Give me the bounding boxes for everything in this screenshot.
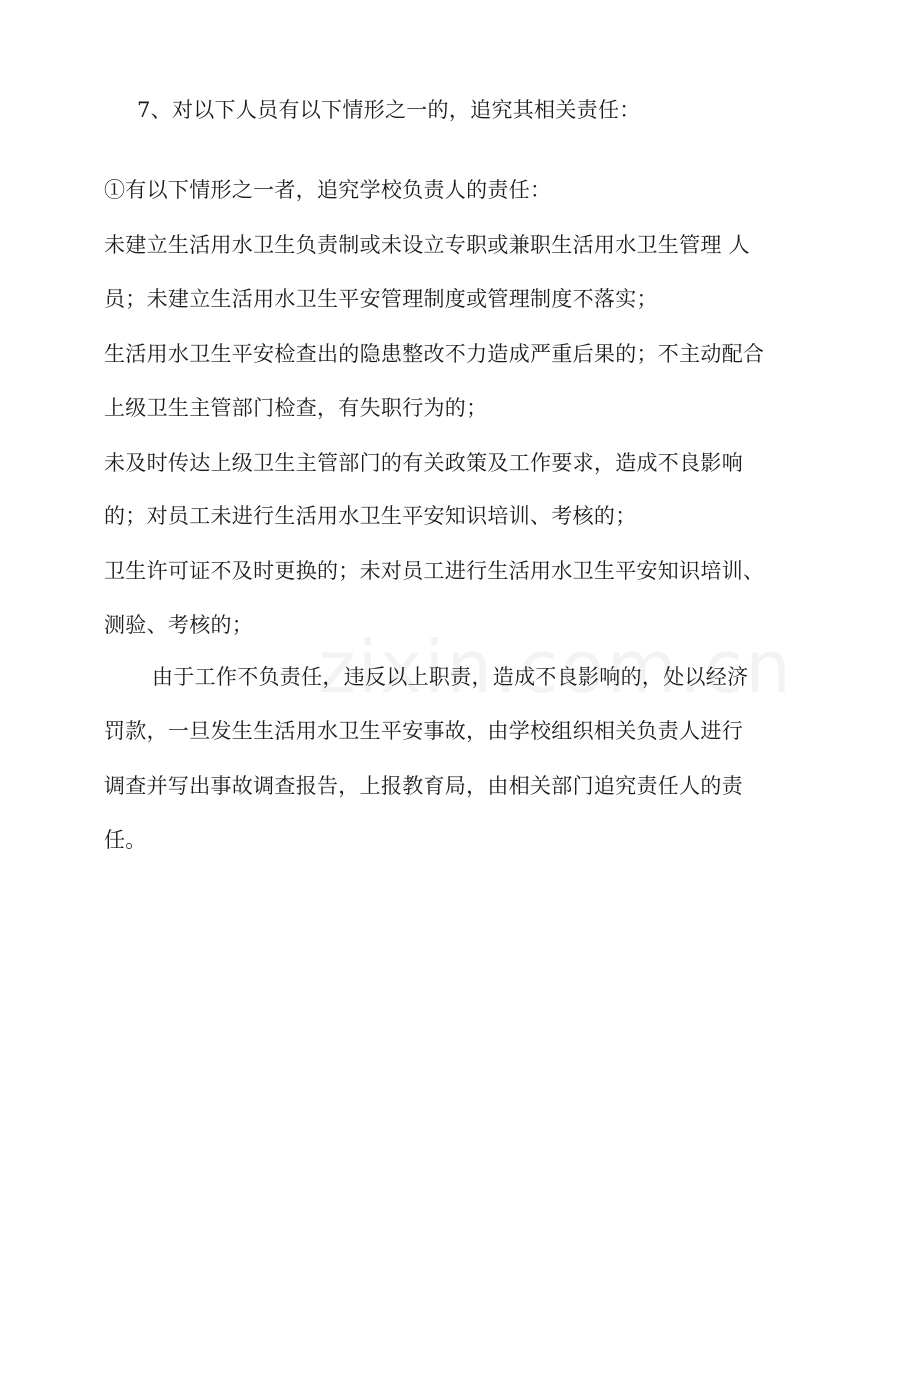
- text-line: 未及时传达上级卫生主管部门的有关政策及工作要求，造成不良影响: [104, 451, 743, 475]
- sub-heading: ①有以下情形之一者，追究学校负责人的责任：: [104, 178, 552, 202]
- text-line: 生活用水卫生平安检查出的隐患整改不力造成严重后果的；不主动配合: [104, 342, 765, 366]
- section-heading: 7、对以下人员有以下情形之一的，追究其相关责任：: [137, 98, 641, 122]
- text-line: 员；未建立生活用水卫生平安管理制度或管理制度不落实；: [104, 287, 658, 311]
- paragraph-line: 罚款，一旦发生生活用水卫生平安事故，由学校组织相关负责人进行: [104, 719, 743, 743]
- watermark: [318, 625, 793, 709]
- paragraph-line: 由于工作不负责任，违反以上职责，造成不良影响的，处以经济: [152, 665, 749, 689]
- paragraph-line: 任。: [104, 828, 147, 852]
- text-line: 的；对员工未进行生活用水卫生平安知识培训、考核的；: [104, 504, 637, 528]
- text-line: 测验、考核的；: [104, 613, 254, 637]
- text-line: 未建立生活用水卫生负责制或未设立专职或兼职生活用水卫生管理 人: [104, 233, 750, 257]
- text-line: 卫生许可证不及时更换的；未对员工进行生活用水卫生平安知识培训、: [104, 559, 765, 583]
- paragraph-line: 调查并写出事故调查报告，上报教育局，由相关部门追究责任人的责: [104, 774, 743, 798]
- text-line: 上级卫生主管部门检查，有失职行为的；: [104, 396, 488, 420]
